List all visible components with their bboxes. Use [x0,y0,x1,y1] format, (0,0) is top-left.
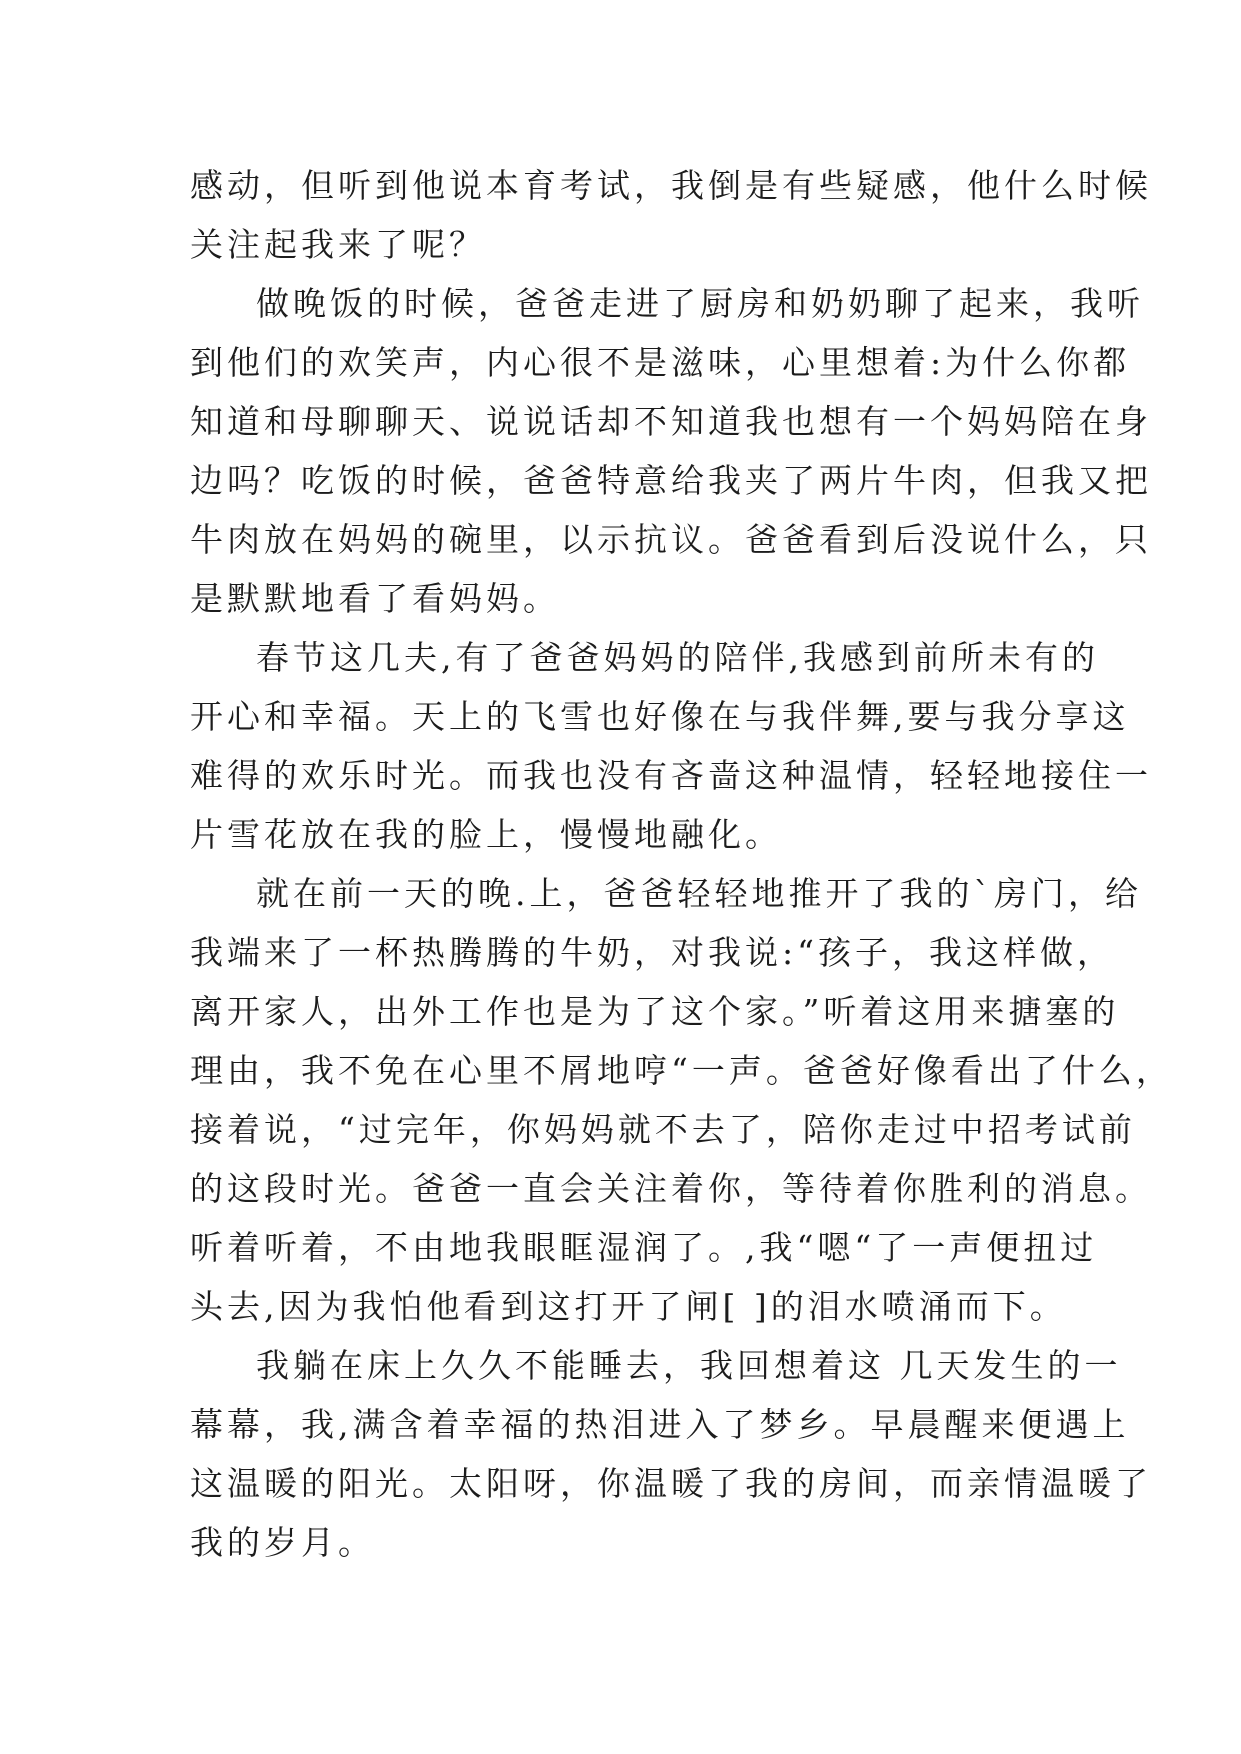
text-line: 的这段时光。爸爸一直会关注着你，等待着你胜利的消息。 [190,1169,1152,1208]
text-line: 到他们的欢笑声，内心很不是滋味，心里想着:为什么你都 [190,343,1131,382]
text-line: 理由，我不免在心里不屑地哼“一声。爸爸好像看出了什么， [190,1051,1173,1090]
text-line: 离开家人，出外工作也是为了这个家。”听着这用来搪塞的 [190,992,1120,1031]
text-line: 这温暖的阳光。太阳呀，你温暖了我的房间，而亲情温暖了 [190,1464,1152,1503]
text-line: 感动，但听到他说本育考试，我倒是有些疑感，他什么时候 [190,166,1152,205]
text-line: 难得的欢乐时光。而我也没有吝啬这种温情，轻轻地接住一 [190,756,1152,795]
text-line: 是默默地看了看妈妈。 [190,579,560,618]
text-line: 接着说，“过完年，你妈妈就不去了，陪你走过中招考试前 [190,1110,1136,1149]
text-line: 头去,因为我怕他看到这打开了闸[ ]的泪水喷涌而下。 [190,1287,1067,1326]
paragraph-start-line: 春节这几夫,有了爸爸妈妈的陪伴,我感到前所未有的 [256,638,1099,677]
text-line: 关注起我来了呢？ [190,225,486,264]
text-line: 边吗？吃饭的时候，爸爸特意给我夹了两片牛肉，但我又把 [190,461,1152,500]
text-line: 知道和母聊聊天、说说话却不知道我也想有一个妈妈陪在身 [190,402,1152,441]
paragraph-start-line: 我躺在床上久久不能睡去，我回想着这 几天发生的一 [256,1346,1122,1385]
paragraph-start-line: 就在前一天的晚.上，爸爸轻轻地推开了我的`房门，给 [256,874,1142,913]
paragraph-start-line: 做晚饭的时候，爸爸走进了厨房和奶奶聊了起来，我听 [256,284,1144,323]
text-line: 听着听着，不由地我眼眶湿润了。,我“嗯“了一声便扭过 [190,1228,1098,1267]
text-line: 牛肉放在妈妈的碗里，以示抗议。爸爸看到后没说什么，只 [190,520,1152,559]
text-line: 我的岁月。 [190,1523,375,1562]
text-line: 幕幕，我,满含着幸福的热泪进入了梦乡。早晨醒来便遇上 [190,1405,1130,1444]
text-line: 开心和幸福。天上的飞雪也好像在与我伴舞,要与我分享这 [190,697,1130,736]
text-line: 我端来了一杯热腾腾的牛奶，对我说:“孩子，我这样做， [190,933,1114,972]
body-text [190,156,1173,1572]
text-line: 片雪花放在我的脸上，慢慢地融化。 [190,815,782,854]
